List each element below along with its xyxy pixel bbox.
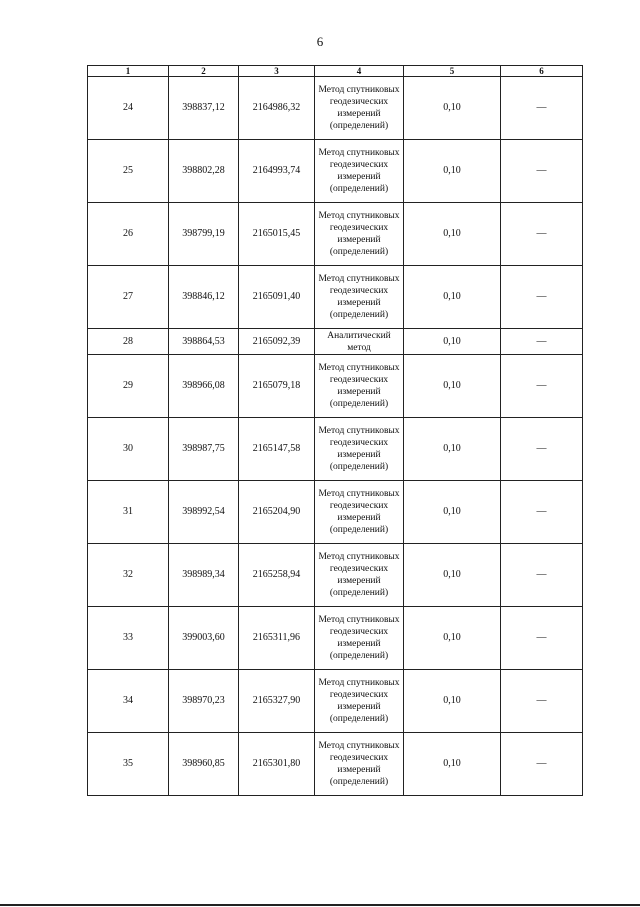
coordinates-table [87,65,583,796]
point-number-cell: 27 [88,266,169,329]
column-header: 3 [239,66,315,77]
x-coordinate-cell: 398987,75 [169,418,239,481]
column-header: 5 [404,66,501,77]
table-row [88,140,583,203]
column-header: 2 [169,66,239,77]
x-coordinate-cell: 398799,19 [169,203,239,266]
description-cell: — [501,355,583,418]
point-number-cell: 32 [88,544,169,607]
point-number-cell: 35 [88,733,169,796]
accuracy-cell: 0,10 [404,355,501,418]
page-number: 6 [316,34,324,49]
description-cell: — [501,329,583,355]
point-number-cell: 25 [88,140,169,203]
description-cell: — [501,670,583,733]
table-row [88,670,583,733]
x-coordinate-cell: 398864,53 [169,329,239,355]
description-cell: — [501,266,583,329]
x-coordinate-cell: 398802,28 [169,140,239,203]
y-coordinate-cell: 2164993,74 [239,140,315,203]
x-coordinate-cell: 398989,34 [169,544,239,607]
method-cell: Метод спутниковых геодезических измерений (определений) [315,607,404,670]
point-number-cell: 29 [88,355,169,418]
x-coordinate-cell: 398992,54 [169,481,239,544]
table-header [88,66,583,77]
y-coordinate-cell: 2165091,40 [239,266,315,329]
table-row [88,481,583,544]
description-cell: — [501,77,583,140]
column-header: 4 [315,66,404,77]
x-coordinate-cell: 398960,85 [169,733,239,796]
x-coordinate-cell: 399003,60 [169,607,239,670]
table-row [88,203,583,266]
method-cell: Аналитический метод [315,329,404,355]
table-row [88,266,583,329]
description-cell: — [501,733,583,796]
y-coordinate-cell: 2165092,39 [239,329,315,355]
x-coordinate-cell: 398846,12 [169,266,239,329]
method-cell: Метод спутниковых геодезических измерений (определений) [315,203,404,266]
description-cell: — [501,544,583,607]
table-row [88,418,583,481]
method-cell: Метод спутниковых геодезических измерений (определений) [315,418,404,481]
accuracy-cell: 0,10 [404,266,501,329]
accuracy-cell: 0,10 [404,607,501,670]
accuracy-cell: 0,10 [404,203,501,266]
y-coordinate-cell: 2165258,94 [239,544,315,607]
point-number-cell: 24 [88,77,169,140]
y-coordinate-cell: 2165204,90 [239,481,315,544]
y-coordinate-cell: 2164986,32 [239,77,315,140]
method-cell: Метод спутниковых геодезических измерений (определений) [315,355,404,418]
description-cell: — [501,418,583,481]
accuracy-cell: 0,10 [404,329,501,355]
method-cell: Метод спутниковых геодезических измерений (определений) [315,77,404,140]
table-row [88,355,583,418]
accuracy-cell: 0,10 [404,140,501,203]
x-coordinate-cell: 398970,23 [169,670,239,733]
page-bottom-border [0,904,640,906]
y-coordinate-cell: 2165147,58 [239,418,315,481]
accuracy-cell: 0,10 [404,418,501,481]
y-coordinate-cell: 2165015,45 [239,203,315,266]
point-number-cell: 26 [88,203,169,266]
accuracy-cell: 0,10 [404,670,501,733]
column-header: 6 [501,66,583,77]
x-coordinate-cell: 398837,12 [169,77,239,140]
method-cell: Метод спутниковых геодезических измерений (определений) [315,140,404,203]
accuracy-cell: 0,10 [404,733,501,796]
header-row [88,66,583,77]
table-row [88,77,583,140]
accuracy-cell: 0,10 [404,481,501,544]
y-coordinate-cell: 2165311,96 [239,607,315,670]
point-number-cell: 34 [88,670,169,733]
column-header: 1 [88,66,169,77]
table-body [88,77,583,796]
method-cell: Метод спутниковых геодезических измерений (определений) [315,733,404,796]
accuracy-cell: 0,10 [404,77,501,140]
y-coordinate-cell: 2165301,80 [239,733,315,796]
table-row [88,733,583,796]
y-coordinate-cell: 2165327,90 [239,670,315,733]
point-number-cell: 28 [88,329,169,355]
method-cell: Метод спутниковых геодезических измерений (определений) [315,481,404,544]
point-number-cell: 30 [88,418,169,481]
method-cell: Метод спутниковых геодезических измерений (определений) [315,544,404,607]
table-row [88,329,583,355]
point-number-cell: 33 [88,607,169,670]
table-row [88,607,583,670]
table-row [88,544,583,607]
description-cell: — [501,607,583,670]
y-coordinate-cell: 2165079,18 [239,355,315,418]
point-number-cell: 31 [88,481,169,544]
description-cell: — [501,140,583,203]
method-cell: Метод спутниковых геодезических измерений (определений) [315,670,404,733]
method-cell: Метод спутниковых геодезических измерений (определений) [315,266,404,329]
accuracy-cell: 0,10 [404,544,501,607]
description-cell: — [501,481,583,544]
description-cell: — [501,203,583,266]
x-coordinate-cell: 398966,08 [169,355,239,418]
